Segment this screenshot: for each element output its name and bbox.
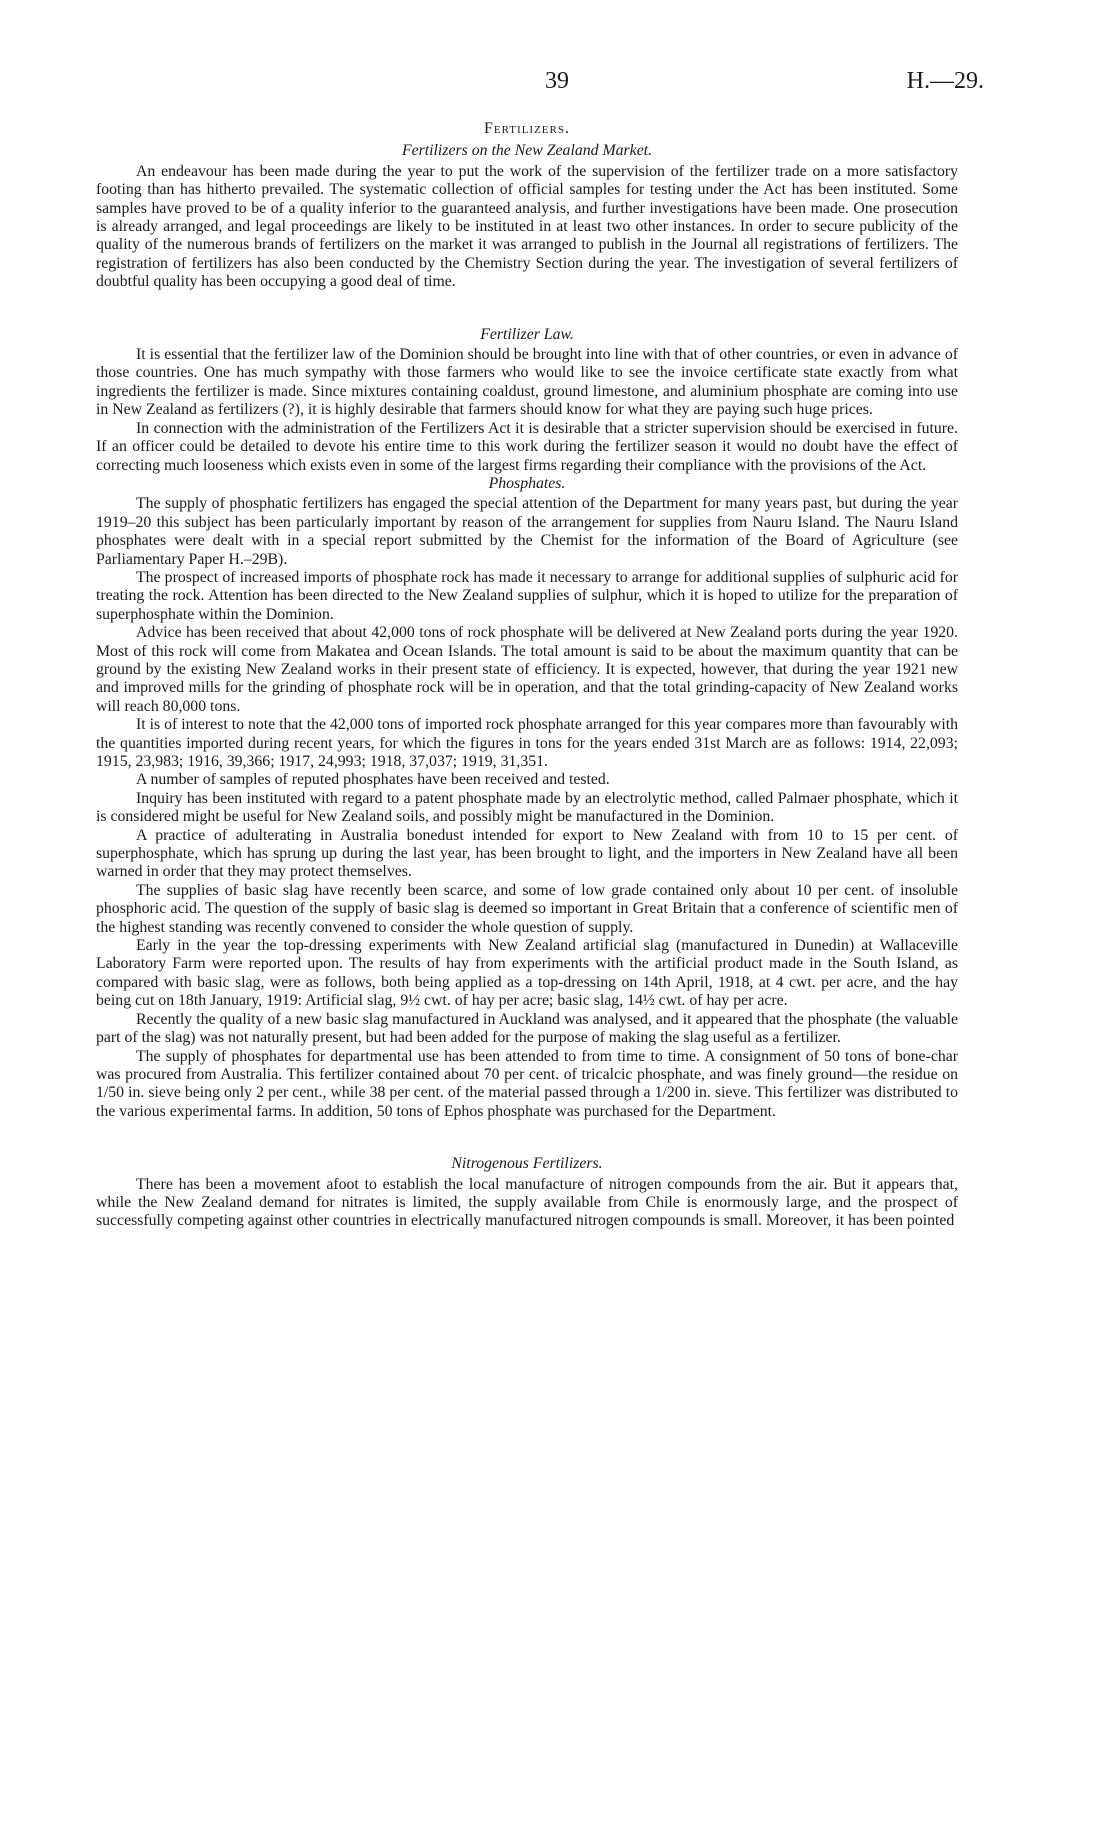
- page-number: 39: [545, 68, 569, 94]
- paragraph: The supply of phosphates for departmental use has been attended to from time to time. A consignment of 50 tons of bone-char was procured from Australia. This fertilizer contained about 70 per cent. of tricalcic phosphate, and was finely ground—the residue on 1/50 in. sieve being only 2 per cent., while 38 per cent. of the material passed through a 1/200 in. sieve. This fertilizer was distributed to the various experimental farms. In addition, 50 tons of Ephos phosphate was purchased for the Department.: [96, 1047, 958, 1120]
- paragraph: It is essential that the fertilizer law of the Dominion should be brought into line with that of other countries, or even in advance of those countries. One has much sympathy with those farmers who would like to see the invoice certificate state exactly from what ingredients the fertilizer is made. Since mixtures containing coaldust, ground limestone, and aluminium phosphate are coming into use in New Zealand as fertilizers (?), it is highly desirable that farmers should know for what they are paying such huge prices.: [96, 346, 958, 419]
- paragraph: Recently the quality of a new basic slag manufactured in Auckland was analysed, and it appeared that the phosphate (the valuable part of the slag) was not naturally present, but had been added for the purpose of making the slag useful as a fertilizer.: [96, 1010, 958, 1047]
- paragraph: An endeavour has been made during the year to put the work of the supervision of the fertilizer trade on a more satisfactory footing than has hitherto prevailed. The systematic collection of official samples for testing under the Act has been instituted. Some samples have proved to be of a quality inferior to the guaranteed analysis, and further investigations have been made. One prosecution is already arranged, and legal proceedings are likely to be instituted in at least two other instances. In order to secure publicity of the quality of the numerous brands of fertilizers on the market it was arranged to publish in the Journal all registrations of fertilizers. The registration of fertilizers has also been conducted by the Chemistry Section during the year. The investigation of several fertilizers of doubtful quality has been occupying a good deal of time.: [96, 162, 958, 291]
- page-body: [96, 120, 958, 1231]
- paragraph: Inquiry has been instituted with regard to a patent phosphate made by an electrolytic method, called Palmaer phosphate, which it is considered might be useful for New Zealand soils, and possibly might be manufactured in the Dominion.: [96, 789, 958, 826]
- paragraph: A practice of adulterating in Australia bonedust intended for export to New Zealand with from 10 to 15 per cent. of superphosphate, which has sprung up during the last year, has been brought to light, and the importers in New Zealand have all been warned in order that they may protect themselves.: [96, 826, 958, 881]
- paragraph: Advice has been received that about 42,000 tons of rock phosphate will be delivered at New Zealand ports during the year 1920. Most of this rock will come from Makatea and Ocean Islands. The total amount is said to be about the maximum quantity that can be ground by the existing New Zealand works in their present state of efficiency. It is expected, however, that during the year 1921 new and improved mills for the grinding of phosphate rock will be in operation, and that the total grinding-capacity of New Zealand works will reach 80,000 tons.: [96, 624, 958, 715]
- paragraph: The prospect of increased imports of phosphate rock has made it necessary to arrange for additional supplies of sulphuric acid for treating the rock. Attention has been directed to the New Zealand supplies of sulphur, which it is hoped to utilize for the preparation of superphosphate within the Dominion.: [96, 568, 958, 623]
- law-heading: Fertilizer Law.: [480, 325, 574, 343]
- paragraph: There has been a movement afoot to establish the local manufacture of nitrogen compounds from the air. But it appears that, while the New Zealand demand for nitrates is limited, the supply available from Chile is enormously large, and the prospect of successfully competing against other countries in electrically manufactured nitrogen compounds is small. Moreover, it has been pointed: [96, 1175, 958, 1230]
- paragraph: The supply of phosphatic fertilizers has engaged the special attention of the Department for many years past, but during the year 1919–20 this subject has been particularly important by reason of the arrangement for supplies from Nauru Island. The Nauru Island phosphates were dealt with in a special report submitted by the Chemist for the information of the Board of Agriculture (see Parliamentary Paper H.–29B).: [96, 495, 958, 568]
- market-heading: Fertilizers on the New Zealand Market.: [401, 142, 653, 160]
- paragraph: The supplies of basic slag have recently been scarce, and some of low grade contained only about 10 per cent. of insoluble phosphoric acid. The question of the supply of basic slag is deemed so important in Great Britain that a conference of scientific men of the highest standing was recently convened to consider the whole question of supply.: [96, 881, 958, 936]
- paragraph: It is of interest to note that the 42,000 tons of imported rock phosphate arranged for this year compares more than favourably with the quantities imported during recent years, for which the figures in tons for the years ended 31st March are as follows: 1914, 22,093; 1915, 23,983; 1916, 39,366; 1917, 24,993; 1918, 37,037; 1919, 31,351.: [96, 716, 958, 770]
- paragraph: A number of samples of reputed phosphates have been received and tested.: [136, 771, 610, 789]
- phosphates-heading: Phosphates.: [488, 474, 566, 492]
- nitrogenous-heading: Nitrogenous Fertilizers.: [451, 1155, 603, 1173]
- main-heading: Fertilizers.: [484, 120, 570, 137]
- document-reference: H.—29.: [906, 68, 984, 94]
- paragraph: Early in the year the top-dressing experiments with New Zealand artificial slag (manufactured in Dunedin) at Wallaceville Laboratory Farm were reported upon. The results of hay from experiments with the artificial product made in the South Island, as compared with basic slag, were as follows, both being applied as a top-dressing on 14th April, 1918, at 4 cwt. per acre, and the hay being cut on 18th January, 1919: Artificial slag, 9½ cwt. of hay per acre; basic slag, 14½ cwt. of hay per acre.: [96, 937, 958, 1010]
- paragraph: In connection with the administration of the Fertilizers Act it is desirable that a stricter supervision should be exercised in future. If an officer could be detailed to devote his entire time to this work during the fertilizer season it would no doubt have the effect of correcting much looseness which exists even in some of the largest firms regarding their compliance with the provisions of the Act.: [96, 419, 958, 474]
